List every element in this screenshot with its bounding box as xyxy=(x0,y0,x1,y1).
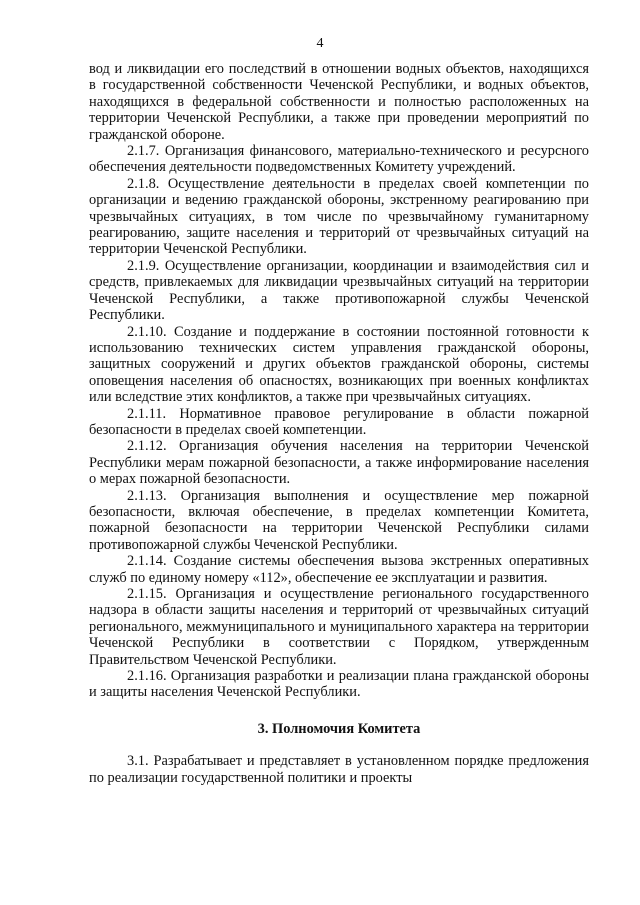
paragraph-2-1-11: 2.1.11. Нормативное правовое регулирование в области пожарной безопасности в пределах своей компетенции. xyxy=(89,405,589,438)
paragraph-3-1: 3.1. Разрабатывает и представляет в установленном порядке предложения по реализации государственной политики и проекты xyxy=(89,753,589,786)
section-spacer xyxy=(89,701,589,721)
page-number: 4 xyxy=(316,36,324,51)
paragraph-2-1-14: 2.1.14. Создание системы обеспечения вызова экстренных оперативных служб по единому номеру «112», обеспечение ее эксплуатации и развития. xyxy=(89,553,589,586)
paragraph-2-1-7: 2.1.7. Организация финансового, материально-технического и ресурсного обеспечения деятельности подведомственных Комитету учреждений. xyxy=(89,143,589,176)
paragraph-2-1-16: 2.1.16. Организация разработки и реализации плана гражданской обороны и защиты населения Чеченской Республики. xyxy=(89,668,589,701)
document-body xyxy=(89,61,589,786)
paragraph-continuation: вод и ликвидации его последствий в отношении водных объектов, находящихся в государственной собственности Чеченской Республики, и водных объектов, находящихся в федеральной собственности и полностью расположенных на территории Чеченской Республики, а также при проведении мероприятий по гражданской обороне. xyxy=(89,61,589,143)
paragraph-2-1-8: 2.1.8. Осуществление деятельности в пределах своей компетенции по организации и ведению гражданской обороны, экстренному реагированию при чрезвычайных ситуациях, в том числе по чрезвычайному гуманитарному реагированию, защите населения и территорий от чрезвычайных ситуаций на территории Чеченской Республики. xyxy=(89,175,589,258)
paragraph-2-1-15: 2.1.15. Организация и осуществление регионального государственного надзора в области защиты населения и территорий от чрезвычайных ситуаций регионального, межмуниципального и муниципального характера на территории Чеченской Республики в соответствии с Порядком, утвержденным Правительством Чеченской Республики. xyxy=(89,586,589,668)
paragraph-2-1-10: 2.1.10. Создание и поддержание в состоянии постоянной готовности к использованию технических систем управления гражданской обороны, защитных сооружений и других объектов гражданской обороны, системы оповещения населения об опасностях, возникающих при военных конфликтах или вследствие этих конфликтов, а также при чрезвычайных ситуациях. xyxy=(89,323,589,406)
paragraph-2-1-13: 2.1.13. Организация выполнения и осуществление мер пожарной безопасности, включая обеспечение, в пределах компетенции Комитета, пожарной безопасности на территории Чеченской Республики силами противопожарной службы Чеченской Республики. xyxy=(89,487,589,553)
section-heading: 3. Полномочия Комитета xyxy=(257,720,421,737)
paragraph-2-1-9: 2.1.9. Осуществление организации, координации и взаимодействия сил и средств, привлекаемых для ликвидации чрезвычайных ситуаций на территории Чеченской Республики, а также противопожарной службы Чеченской Республики. xyxy=(89,257,589,324)
paragraph-2-1-12: 2.1.12. Организация обучения населения на территории Чеченской Республики мерам пожарной безопасности, а также информирование населения о мерах пожарной безопасности. xyxy=(89,438,589,488)
